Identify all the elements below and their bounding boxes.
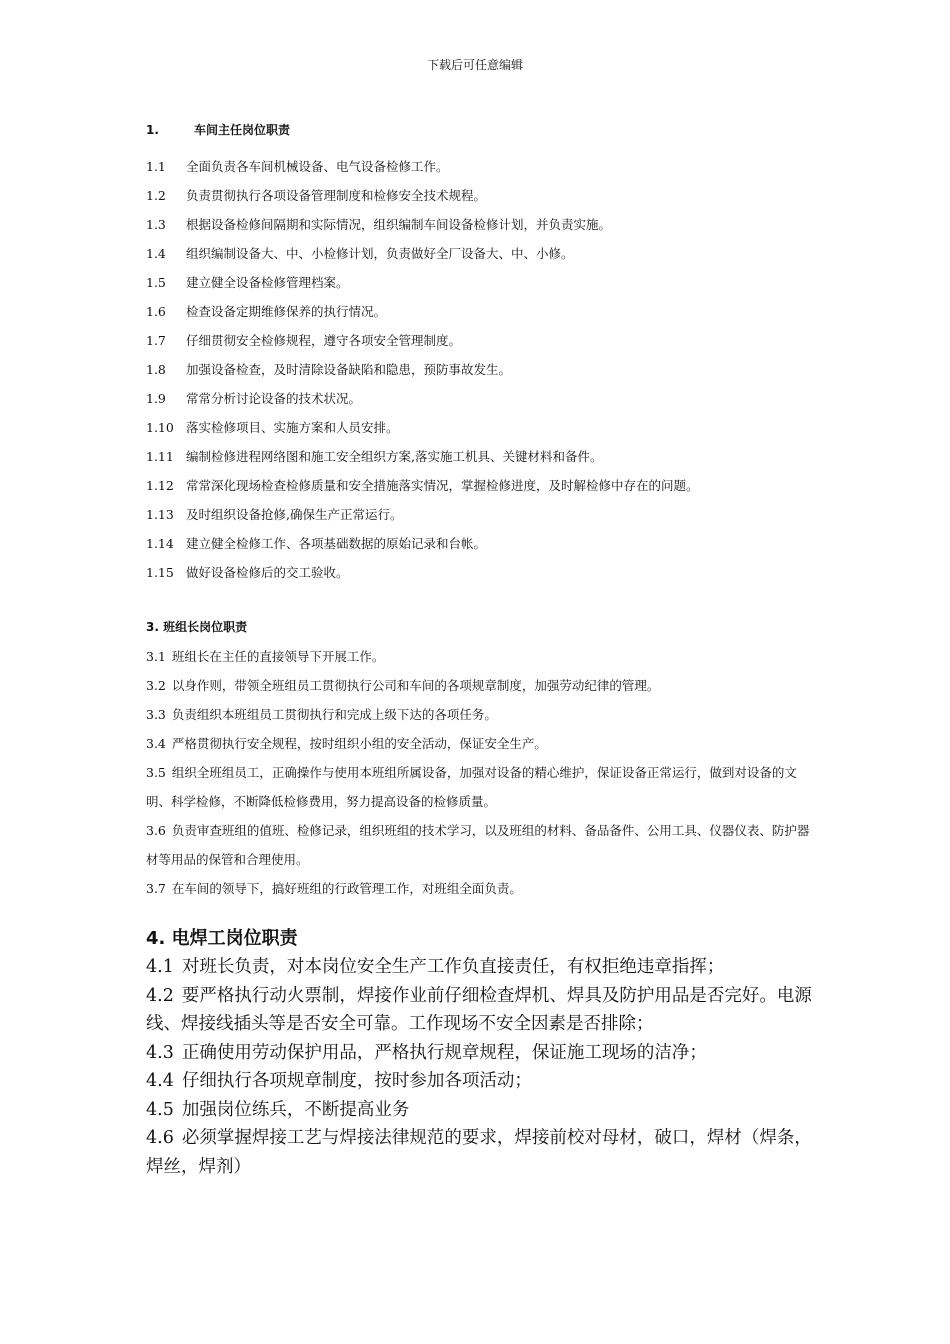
item-text: 负责审查班组的值班、检修记录，组织班组的技术学习，以及班组的材料、备品备件、公用工具、仪器仪表、防护器材等用品的保管和合理使用。	[146, 823, 810, 867]
item-text: 及时组织设备抢修,确保生产正常运行。	[186, 507, 403, 522]
list-item	[146, 326, 816, 355]
item-number: 1.13	[146, 507, 174, 522]
item-number: 3.2	[146, 678, 166, 693]
page-header: 下载后可任意编辑	[426, 58, 523, 72]
section-3-number: 3.	[146, 620, 159, 634]
list-item	[146, 210, 816, 239]
section-4-title: 电焊工岗位职责	[171, 928, 298, 949]
list-item	[146, 268, 816, 297]
section-1-heading	[146, 120, 816, 140]
list-item	[146, 442, 816, 471]
item-number: 1.6	[146, 304, 166, 319]
list-item	[146, 181, 816, 210]
list-item	[146, 874, 816, 903]
item-number: 1.8	[146, 362, 166, 377]
item-text: 对班长负责，对本岗位安全生产工作负直接责任，有权拒绝违章指挥；	[181, 957, 725, 977]
item-number: 1.15	[146, 565, 174, 580]
item-number: 3.1	[146, 649, 166, 664]
list-item	[146, 982, 816, 1039]
item-number: 1.9	[146, 391, 166, 406]
section-1-list	[146, 152, 816, 587]
item-number: 4.3	[146, 1042, 174, 1063]
item-number: 4.1	[146, 957, 174, 977]
list-item	[146, 1039, 816, 1068]
list-item	[146, 642, 816, 671]
item-text: 严格贯彻执行安全规程，按时组织小组的安全活动，保证安全生产。	[171, 736, 547, 751]
list-item	[146, 816, 816, 874]
item-text: 编制检修进程网络图和施工安全组织方案,落实施工机具、关键材料和备件。	[186, 449, 603, 464]
list-item	[146, 384, 816, 413]
list-item	[146, 1067, 816, 1096]
item-text: 仔细贯彻安全检修规程，遵守各项安全管理制度。	[186, 333, 462, 348]
list-item	[146, 355, 816, 384]
section-4-number: 4.	[146, 928, 166, 949]
item-text: 全面负责各车间机械设备、电气设备检修工作。	[186, 159, 449, 174]
item-text: 加强设备检查，及时清除设备缺陷和隐患，预防事故发生。	[186, 362, 512, 377]
list-item	[146, 700, 816, 729]
item-number: 1.1	[146, 159, 166, 174]
list-item	[146, 239, 816, 268]
item-number: 3.7	[146, 881, 166, 896]
document-body	[146, 120, 816, 1181]
item-text: 常常分析讨论设备的技术状况。	[186, 391, 362, 406]
item-number: 1.14	[146, 536, 174, 551]
section-1-number: 1.	[146, 123, 159, 137]
list-item	[146, 558, 816, 587]
item-number: 1.7	[146, 333, 166, 348]
list-item	[146, 671, 816, 700]
item-text: 负责贯彻执行各项设备管理制度和检修安全技术规程。	[186, 188, 487, 203]
item-text: 建立健全检修工作、各项基础数据的原始记录和台帐。	[186, 536, 487, 551]
list-item	[146, 1124, 816, 1181]
item-number: 3.4	[146, 736, 166, 751]
section-3-heading	[146, 613, 816, 642]
list-item	[146, 413, 816, 442]
item-number: 3.6	[146, 823, 166, 838]
item-number: 4.4	[146, 1071, 174, 1091]
list-item	[146, 729, 816, 758]
list-item	[146, 471, 816, 500]
item-text: 班组长在主任的直接领导下开展工作。	[171, 649, 385, 664]
item-number: 4.5	[146, 1099, 174, 1120]
item-text: 组织编制设备大、中、小检修计划，负责做好全厂设备大、中、小修。	[186, 246, 574, 261]
item-number: 1.11	[146, 449, 174, 464]
list-item	[146, 529, 816, 558]
item-number: 3.3	[146, 707, 166, 722]
section-3-title: 班组长岗位职责	[163, 620, 248, 634]
list-item	[146, 1096, 816, 1125]
list-item	[146, 953, 816, 982]
item-text: 检查设备定期维修保养的执行情况。	[186, 304, 387, 319]
item-text: 必须掌握焊接工艺与焊接法律规范的要求，焊接前校对母材，破口，焊材（焊条，焊丝，焊剂）	[146, 1128, 812, 1177]
list-item	[146, 758, 816, 816]
item-text: 组织全班组员工，正确操作与使用本班组所属设备，加强对设备的精心维护，保证设备正常运行，做到对设备的文明、科学检修，不断降低检修费用，努力提高设备的检修质量。	[146, 765, 797, 809]
item-number: 1.10	[146, 420, 174, 435]
item-text: 加强岗位练兵，不断提高业务	[181, 1099, 410, 1120]
list-item	[146, 297, 816, 326]
section-4-heading	[146, 925, 816, 953]
item-text: 常常深化现场检查检修质量和安全措施落实情况，掌握检修进度，及时解检修中存在的问题。	[186, 478, 699, 493]
section-1-title: 车间主任岗位职责	[194, 123, 291, 137]
item-text: 根据设备检修间隔期和实际情况，组织编制车间设备检修计划，并负责实施。	[186, 217, 612, 232]
item-text: 以身作则，带领全班组员工贯彻执行公司和车间的各项规章制度，加强劳动纪律的管理。	[171, 678, 660, 693]
item-number: 3.5	[146, 765, 166, 780]
item-number: 1.3	[146, 217, 166, 232]
item-number: 1.5	[146, 275, 166, 290]
item-text: 要严格执行动火票制，焊接作业前仔细检查焊机、焊具及防护用品是否完好。电源线、焊接线插头等是否安全可靠。工作现场不安全因素是否排除；	[146, 985, 812, 1034]
item-text: 建立健全设备检修管理档案。	[186, 275, 349, 290]
item-number: 1.2	[146, 188, 166, 203]
item-number: 1.4	[146, 246, 166, 261]
item-text: 仔细执行各项规章制度，按时参加各项活动；	[181, 1071, 532, 1091]
item-number: 1.12	[146, 478, 174, 493]
item-text: 做好设备检修后的交工验收。	[186, 565, 349, 580]
item-number: 4.2	[146, 985, 174, 1006]
item-number: 4.6	[146, 1128, 174, 1148]
list-item	[146, 500, 816, 529]
list-item	[146, 152, 816, 181]
item-text: 落实检修项目、实施方案和人员安排。	[186, 420, 399, 435]
section-4-list	[146, 953, 816, 1181]
item-text: 负责组织本班组员工贯彻执行和完成上级下达的各项任务。	[171, 707, 497, 722]
section-3-list	[146, 642, 816, 903]
item-text: 在车间的领导下，搞好班组的行政管理工作，对班组全面负责。	[171, 881, 522, 896]
item-text: 正确使用劳动保护用品，严格执行规章规程，保证施工现场的洁净；	[181, 1042, 707, 1063]
